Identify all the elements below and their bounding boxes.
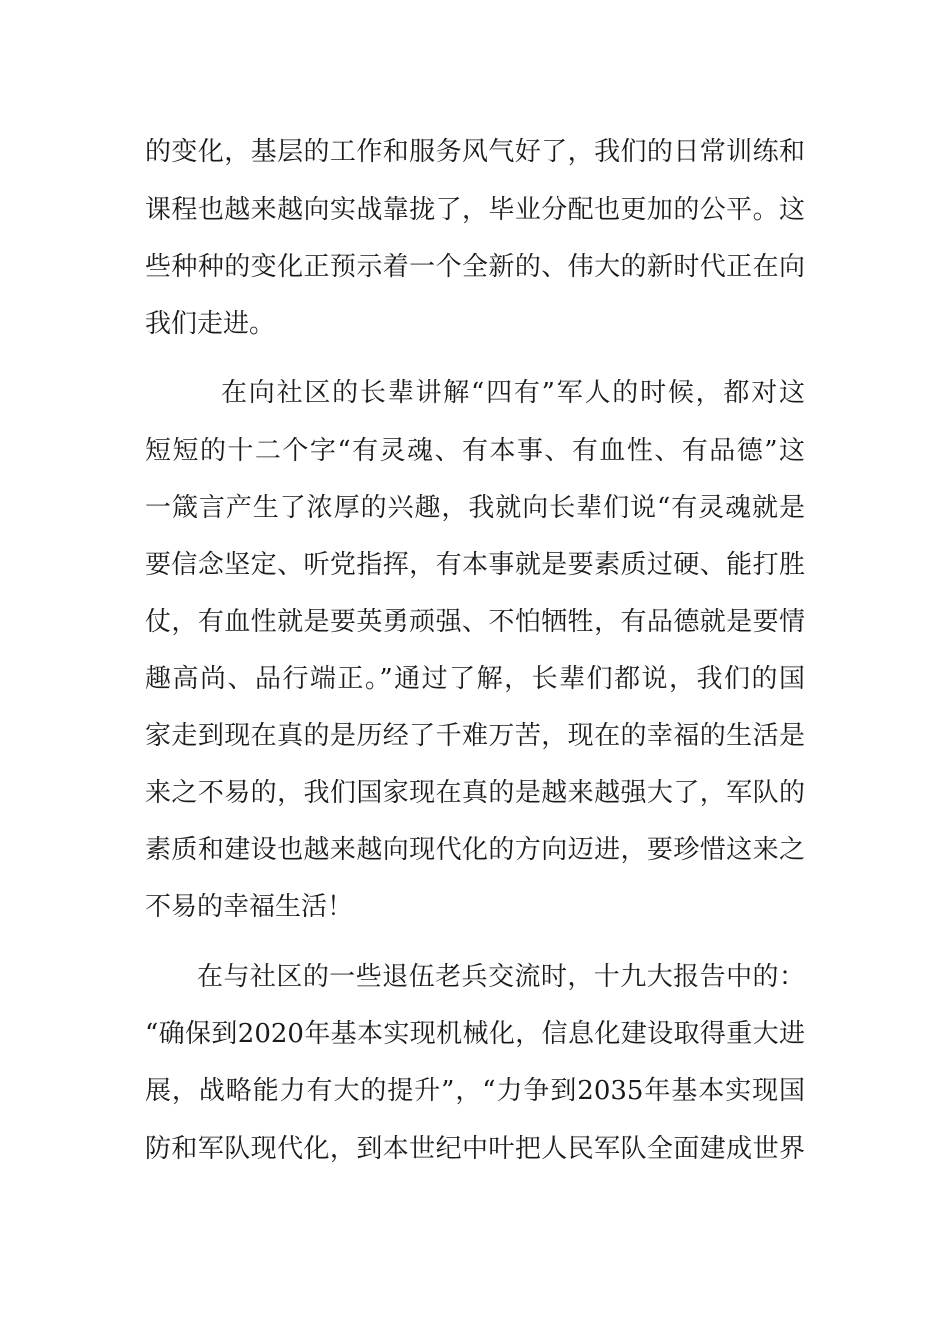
paragraph-1-line-3: 些种种的变化正预示着一个全新的、伟大的新时代正在向 — [145, 252, 805, 282]
paragraph-3-line-1: 在与社区的一些退伍老兵交流时，十九大报告中的： — [197, 962, 805, 992]
paragraph-1-line-4: 我们走进。 — [145, 309, 276, 339]
paragraph-2-line-8: 来之不易的，我们国家现在真的是越来越强大了，军队的 — [145, 778, 805, 808]
paragraph-2-line-3: 一箴言产生了浓厚的兴趣，我就向长辈们说“有灵魂就是 — [145, 493, 805, 523]
paragraph-2-line-4: 要信念坚定、听党指挥，有本事就是要素质过硬、能打胜 — [145, 550, 805, 580]
paragraph-2-line-6: 趣高尚、品行端正。”通过了解，长辈们都说，我们的国 — [145, 664, 805, 694]
paragraph-3-line-3: 展，战略能力有大的提升”，“力争到2035年基本实现国 — [145, 1076, 805, 1106]
paragraph-2-line-9: 素质和建设也越来越向现代化的方向迈进，要珍惜这来之 — [145, 835, 805, 865]
paragraph-2-line-2: 短短的十二个字“有灵魂、有本事、有血性、有品德”这 — [145, 436, 805, 466]
paragraph-1-line-2: 课程也越来越向实战靠拢了，毕业分配也更加的公平。这 — [145, 195, 805, 225]
paragraph-2-line-1: 在向社区的长辈讲解“四有”军人的时候，都对这 — [221, 378, 805, 408]
paragraph-3-line-2: “确保到2020年基本实现机械化，信息化建设取得重大进 — [145, 1019, 805, 1049]
paragraph-2-line-10: 不易的幸福生活！ — [145, 892, 354, 922]
paragraph-1-line-1: 的变化，基层的工作和服务风气好了，我们的日常训练和 — [145, 137, 805, 167]
paragraph-2-line-5: 仗，有血性就是要英勇顽强、不怕牺牲，有品德就是要情 — [145, 607, 805, 637]
paragraph-2-line-7: 家走到现在真的是历经了千难万苦，现在的幸福的生活是 — [145, 721, 805, 751]
paragraph-3-line-4: 防和军队现代化，到本世纪中叶把人民军队全面建成世界 — [145, 1134, 805, 1164]
